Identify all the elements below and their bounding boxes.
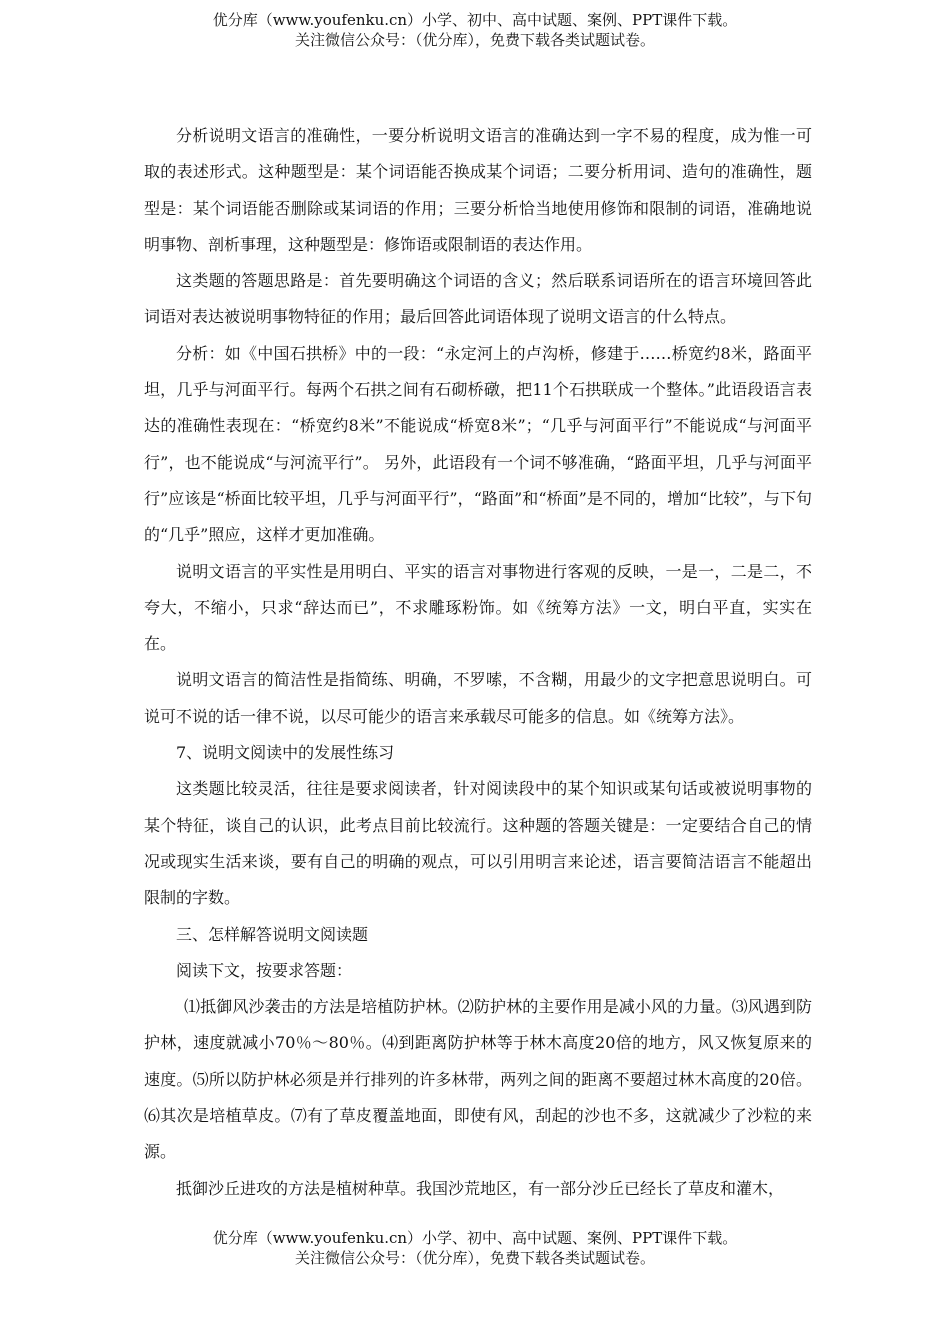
- section-heading-3: 三、怎样解答说明文阅读题: [176, 924, 369, 944]
- paragraph-plainness: 说明文语言的平实性是用明白、平实的语言对事物进行客观的反映，一是一，二是二，不夸大，不缩小，只求“辞达而已”，不求雕琢粉饰。如《统筹方法》一文，明白平直，实实在在。: [144, 561, 812, 654]
- section-heading-7: 7、说明文阅读中的发展性练习: [176, 743, 395, 763]
- header-line-1: 优分库（www.youfenku.cn）小学、初中、高中试题、案例、PPT课件下载。: [212, 11, 738, 29]
- paragraph-development-practice: 这类题比较灵活，往往是要求阅读者，针对阅读段中的某个知识或某句话或被说明事物的某个特征，谈自己的认识，此考点目前比较流行。这种题的答题关键是：一定要结合自己的情况或现实生活来谈，要有自己的明确的观点，可以引用明言来论述，语言要简洁语言不能超出限制的字数。: [144, 779, 812, 908]
- paragraph-conciseness: 说明文语言的简洁性是指简练、明确，不罗嗦，不含糊，用最少的文字把意思说明白。可说可不说的话一律不说，以尽可能少的语言来承载尽可能多的信息。如《统筹方法》。: [144, 670, 812, 726]
- header-line-2: 关注微信公众号：（优分库），免费下载各类试题试卷。: [294, 31, 655, 49]
- page-header: [0, 10, 950, 50]
- footer-line-2: 关注微信公众号：（优分库），免费下载各类试题试卷。: [294, 1249, 655, 1267]
- page-footer: [0, 1228, 950, 1268]
- paragraph-reading-passage-2: 抵御沙丘进攻的方法是植树种草。我国沙荒地区，有一部分沙丘已经长了草皮和灌木，: [176, 1178, 785, 1198]
- paragraph-reading-passage-1: ⑴抵御风沙袭击的方法是培植防护林。⑵防护林的主要作用是减小风的力量。⑶风遇到防护林，速度就减小70％～80％。⑷到距离防护林等于林木高度20倍的地方，风又恢复原来的速度。⑸所以防护林必须是并行排列的许多林带，两列之间的距离不要超过林木高度的20倍。⑹其次是培植草皮。⑺有了草皮覆盖地面，即使有风，刮起的沙也不多，这就减少了沙粒的来源。: [144, 997, 812, 1162]
- paragraph-answer-approach: 这类题的答题思路是：首先要明确这个词语的含义；然后联系词语所在的语言环境回答此词语对表达被说明事物特征的作用；最后回答此词语体现了说明文语言的什么特点。: [144, 271, 812, 327]
- paragraph-analysis-example: 分析：如《中国石拱桥》中的一段：“永定河上的卢沟桥，修建于……桥宽约8米，路面平坦，几乎与河面平行。每两个石拱之间有石砌桥礅，把11个石拱联成一个整体。”此语段语言表达的准确性表现在：“桥宽约8米”不能说成“桥宽8米”；“几乎与河面平行”不能说成“与河面平行”，也不能说成“与河流平行”。 另外，此语段有一个词不够准确，“路面平坦，几乎与河面平行”应该是“桥面比较平坦，几乎与河面平行”，“路面”和“桥面”是不同的，增加“比较”，与下句的“几乎”照应，这样才更加准确。: [144, 343, 812, 545]
- document-body: [144, 118, 812, 1207]
- paragraph-instruction: 阅读下文，按要求答题：: [176, 960, 353, 980]
- paragraph-accuracy: 分析说明文语言的准确性，一要分析说明文语言的准确达到一字不易的程度，成为惟一可取的表述形式。这种题型是：某个词语能否换成某个词语；二要分析用词、造句的准确性，题型是：某个词语能否删除或某词语的作用；三要分析恰当地使用修饰和限制的词语，准确地说明事物、剖析事理，这种题型是：修饰语或限制语的表达作用。: [144, 126, 812, 254]
- footer-line-1: 优分库（www.youfenku.cn）小学、初中、高中试题、案例、PPT课件下载。: [212, 1229, 738, 1247]
